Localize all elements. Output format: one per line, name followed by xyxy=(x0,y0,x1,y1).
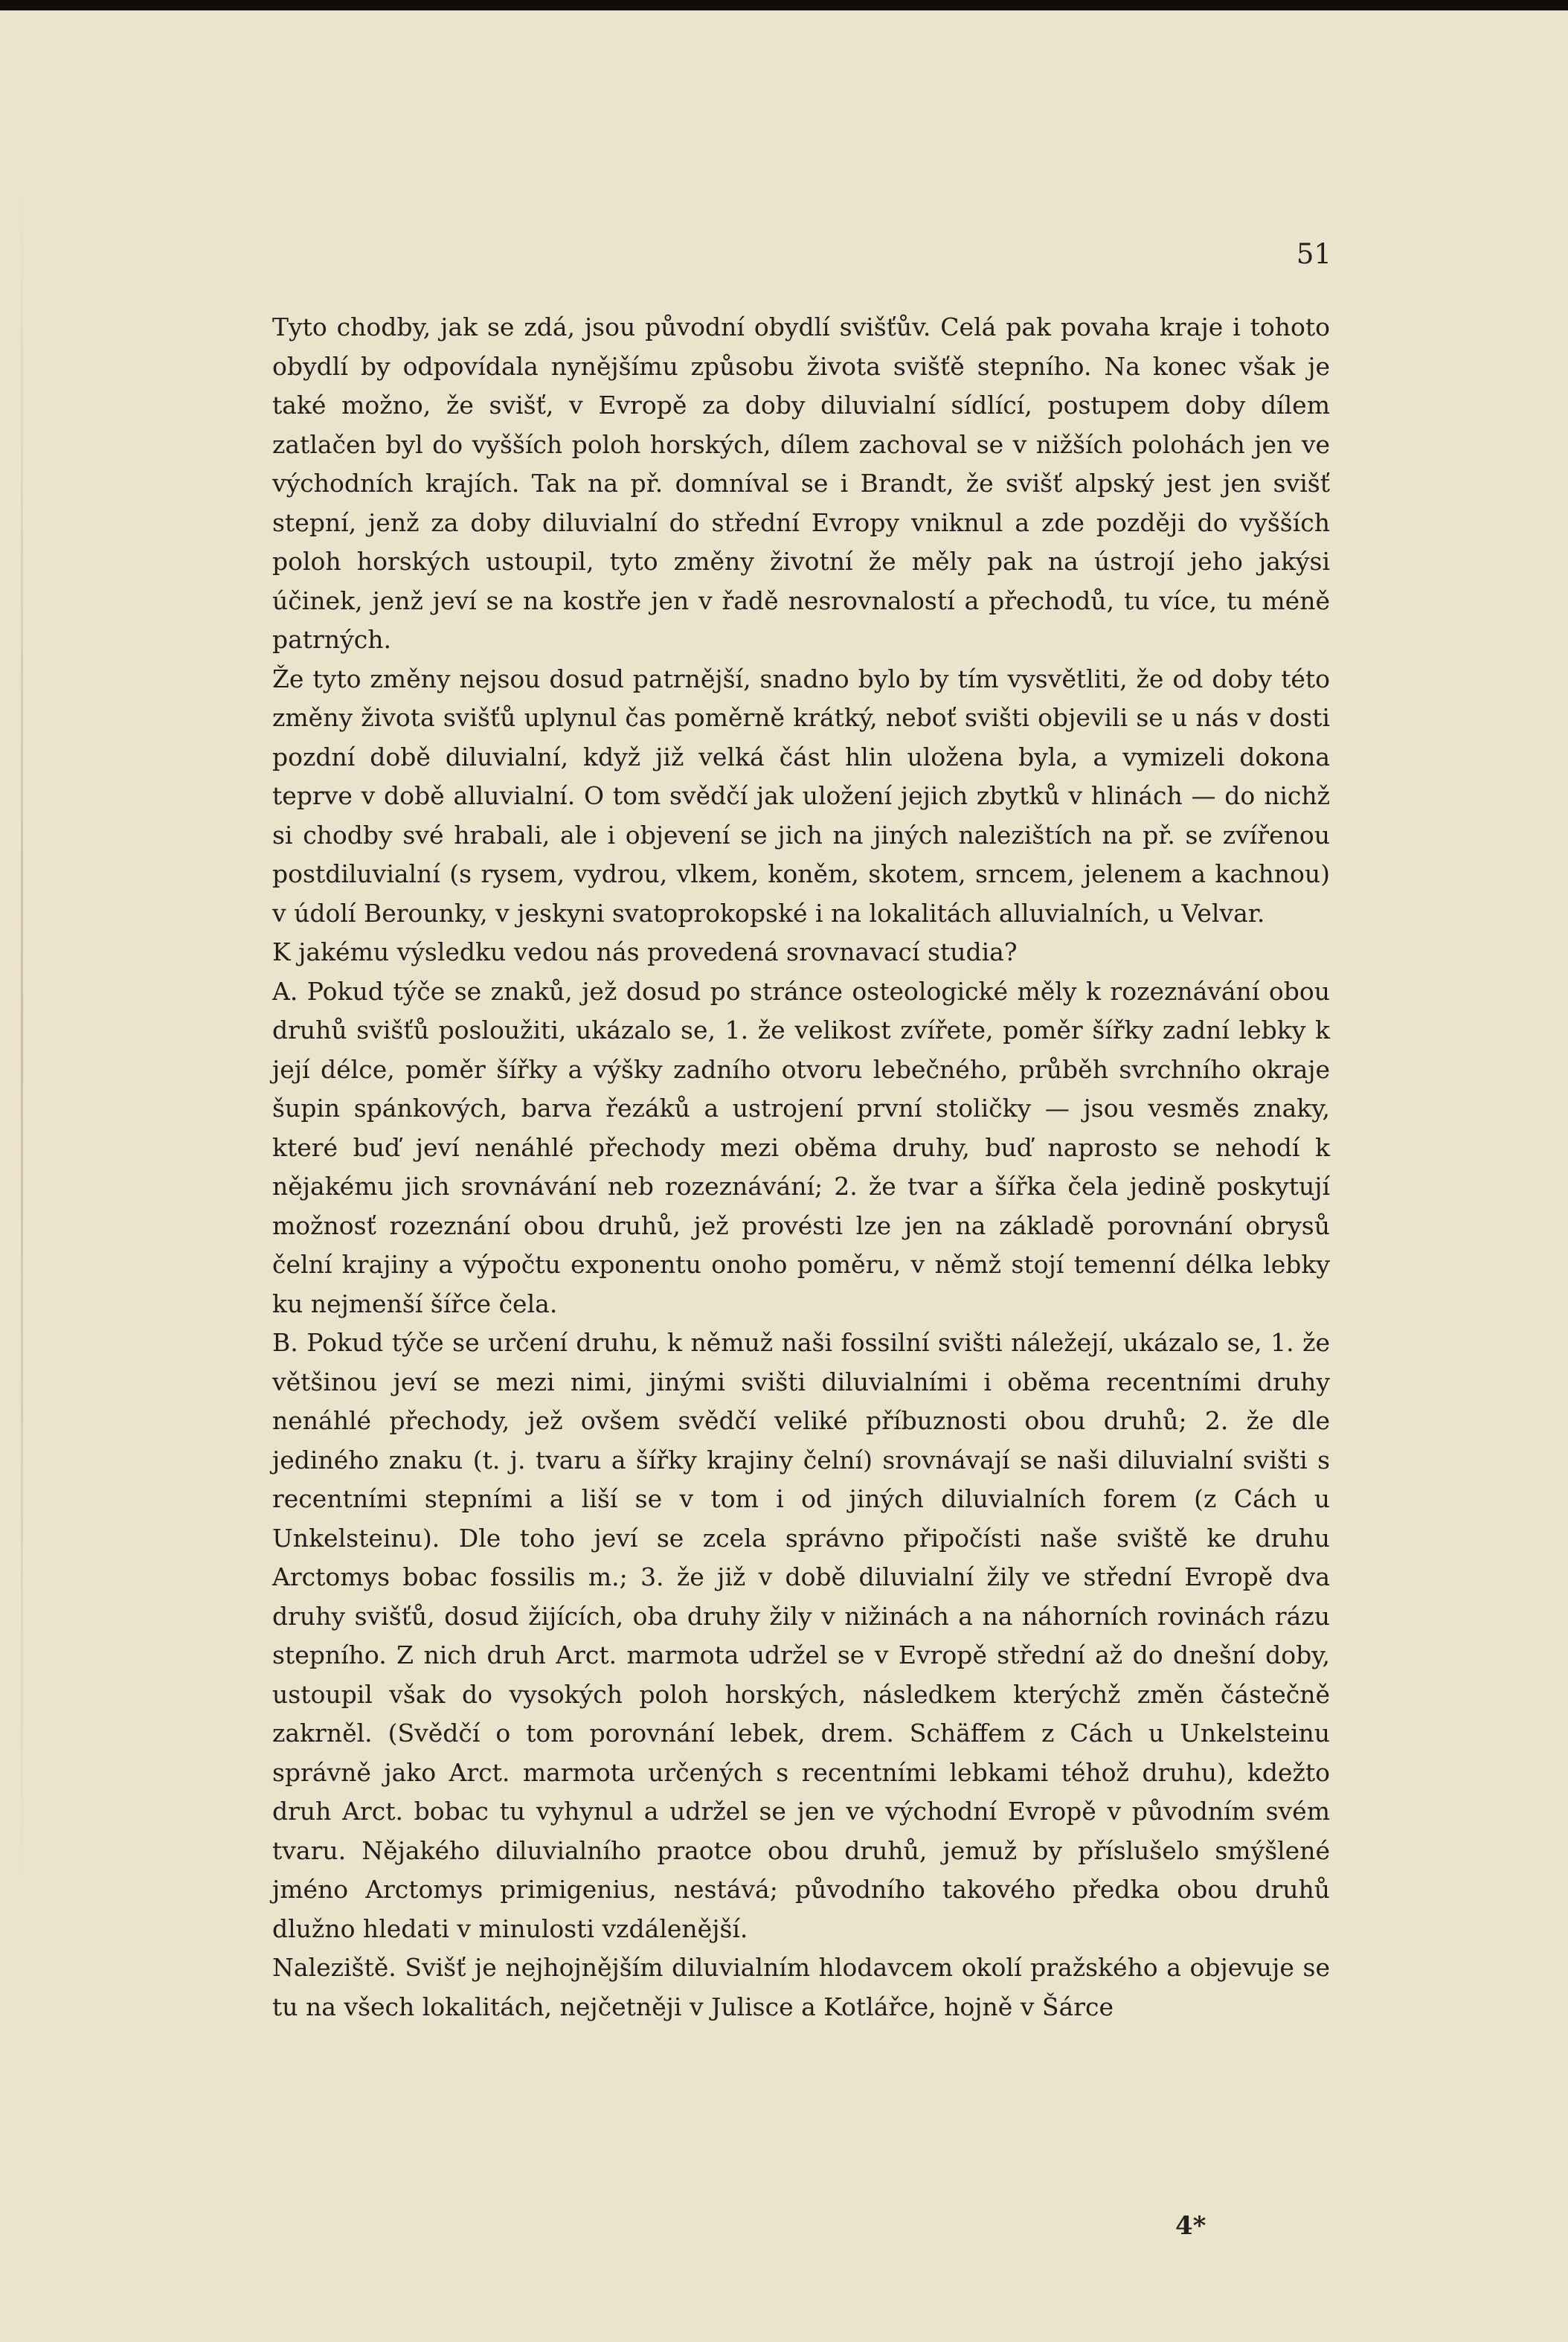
book-page xyxy=(0,10,1568,2342)
paragraph-2: Že tyto změny nejsou dosud patrnější, snadno bylo by tím vysvětliti, že od doby této změny života svišťů uplynul čas poměrně krátký, neboť svišti objevili se u nás v dosti pozdní době diluvialní, když již velká část hlin uložena byla, a vymizeli dokona teprve v době alluvialní. O tom svědčí jak uložení jejich zbytků v hlinách — do nichž si chodby své hrabali, ale i objevení se jich na jiných nalezištích na př. se zvířenou postdiluvialní (s rysem, vydrou, vlkem, koněm, skotem, srncem, jelenem a kachnou) v údolí Berounky, v jeskyni svatoprokopské i na lokalitách alluvialních, u Velvar. xyxy=(272,664,1330,928)
paragraph-4: A. Pokud týče se znaků, jež dosud po stránce osteologické měly k rozeznávání obou druhů svišťů posloužiti, ukázalo se, 1. že velikost zvířete, poměr šířky zadní lebky k její délce, poměr šířky a výšky zadního otvoru lebečného, průběh svrchního okraje šupin spánkových, barva řezáků a ustrojení první stoličky — jsou vesměs znaky, které buď jeví nenáhlé přechody mezi oběma druhy, buď naprosto se nehodí k nějakému jich srovnávání neb rozeznávání; 2. že tvar a šířka čela jedině poskytují možnosť rozeznání obou druhů, jež provésti lze jen na základě porovnání obrysů čelní krajiny a výpočtu exponentu onoho poměru, v němž stojí temenní délka lebky ku nejmenší šířce čela. xyxy=(272,976,1330,1318)
page-number: 51 xyxy=(1296,238,1331,270)
paragraph-3: K jakému výsledku vedou nás provedená srovnavací studia? xyxy=(272,937,1018,966)
body-text xyxy=(272,308,1330,2027)
printer-signature: 4* xyxy=(1175,2211,1206,2241)
binding-shadow xyxy=(21,144,23,1930)
paragraph-5: B. Pokud týče se určení druhu, k němuž naši fossilní svišti náležejí, ukázalo se, 1. že většinou jeví se mezi nimi, jinými svišti diluvialními i oběma recentními druhy nenáhlé přechody, jež ovšem svědčí veliké příbuznosti obou druhů; 2. že dle jediného znaku (t. j. tvaru a šířky krajiny čelní) srovnávají se naši diluvialní svišti s recentními stepními a liší se v tom i od jiných diluvialních forem (z Cách u Unkelsteinu). Dle toho jeví se zcela správno připočísti naše sviště ke druhu Arctomys bobac fossilis m.; 3. že již v době diluvialní žily ve střední Evropě dva druhy svišťů, dosud žijících, oba druhy žily v nižinách a na náhorních rovinách rázu stepního. Z nich druh Arct. marmota udržel se v Evropě střední až do dnešní doby, ustoupil však do vysokých poloh horských, následkem kterýchž změn částečně zakrněl. (Svědčí o tom porovnání lebek, drem. Schäffem z Cách u Unkelsteinu správně jako Arct. marmota určených s recentními lebkami téhož druhu), kdežto druh Arct. bobac tu vyhynul a udržel se jen ve východní Evropě v původním svém tvaru. Nějakého diluvialního praotce obou druhů, jemuž by příslušelo smýšlené jméno Arctomys primigenius, nestává; původního takového předka obou druhů dlužno hledati v minulosti vzdálenější. xyxy=(272,1328,1330,1943)
scan-top-edge xyxy=(0,0,1568,10)
paragraph-1: Tyto chodby, jak se zdá, jsou původní obydlí svišťův. Celá pak povaha kraje i tohoto obydlí by odpovídala nynějšímu způsobu života svišťě stepního. Na konec však je také možno, že svišť, v Evropě za doby diluvialní sídlící, postupem doby dílem zatlačen byl do vyšších poloh horských, dílem zachoval se v nižších polohách jen ve východních krajích. Tak na př. domníval se i Brandt, že svišť alpský jest jen svišť stepní, jenž za doby diluvialní do střední Evropy vniknul a zde později do vyšších poloh horských ustoupil, tyto změny životní že měly pak na ústrojí jeho jakýsi účinek, jenž jeví se na kostře jen v řadě nesrovnalostí a přechodů, tu více, tu méně patrných. xyxy=(272,312,1330,654)
paragraph-6: Naleziště. Svišť je nejhojnějším diluvialním hlodavcem okolí pražského a objevuje se tu na všech lokalitách, nejčetněji v Julisce a Kotlářce, hojně v Šárce xyxy=(272,1953,1330,2021)
